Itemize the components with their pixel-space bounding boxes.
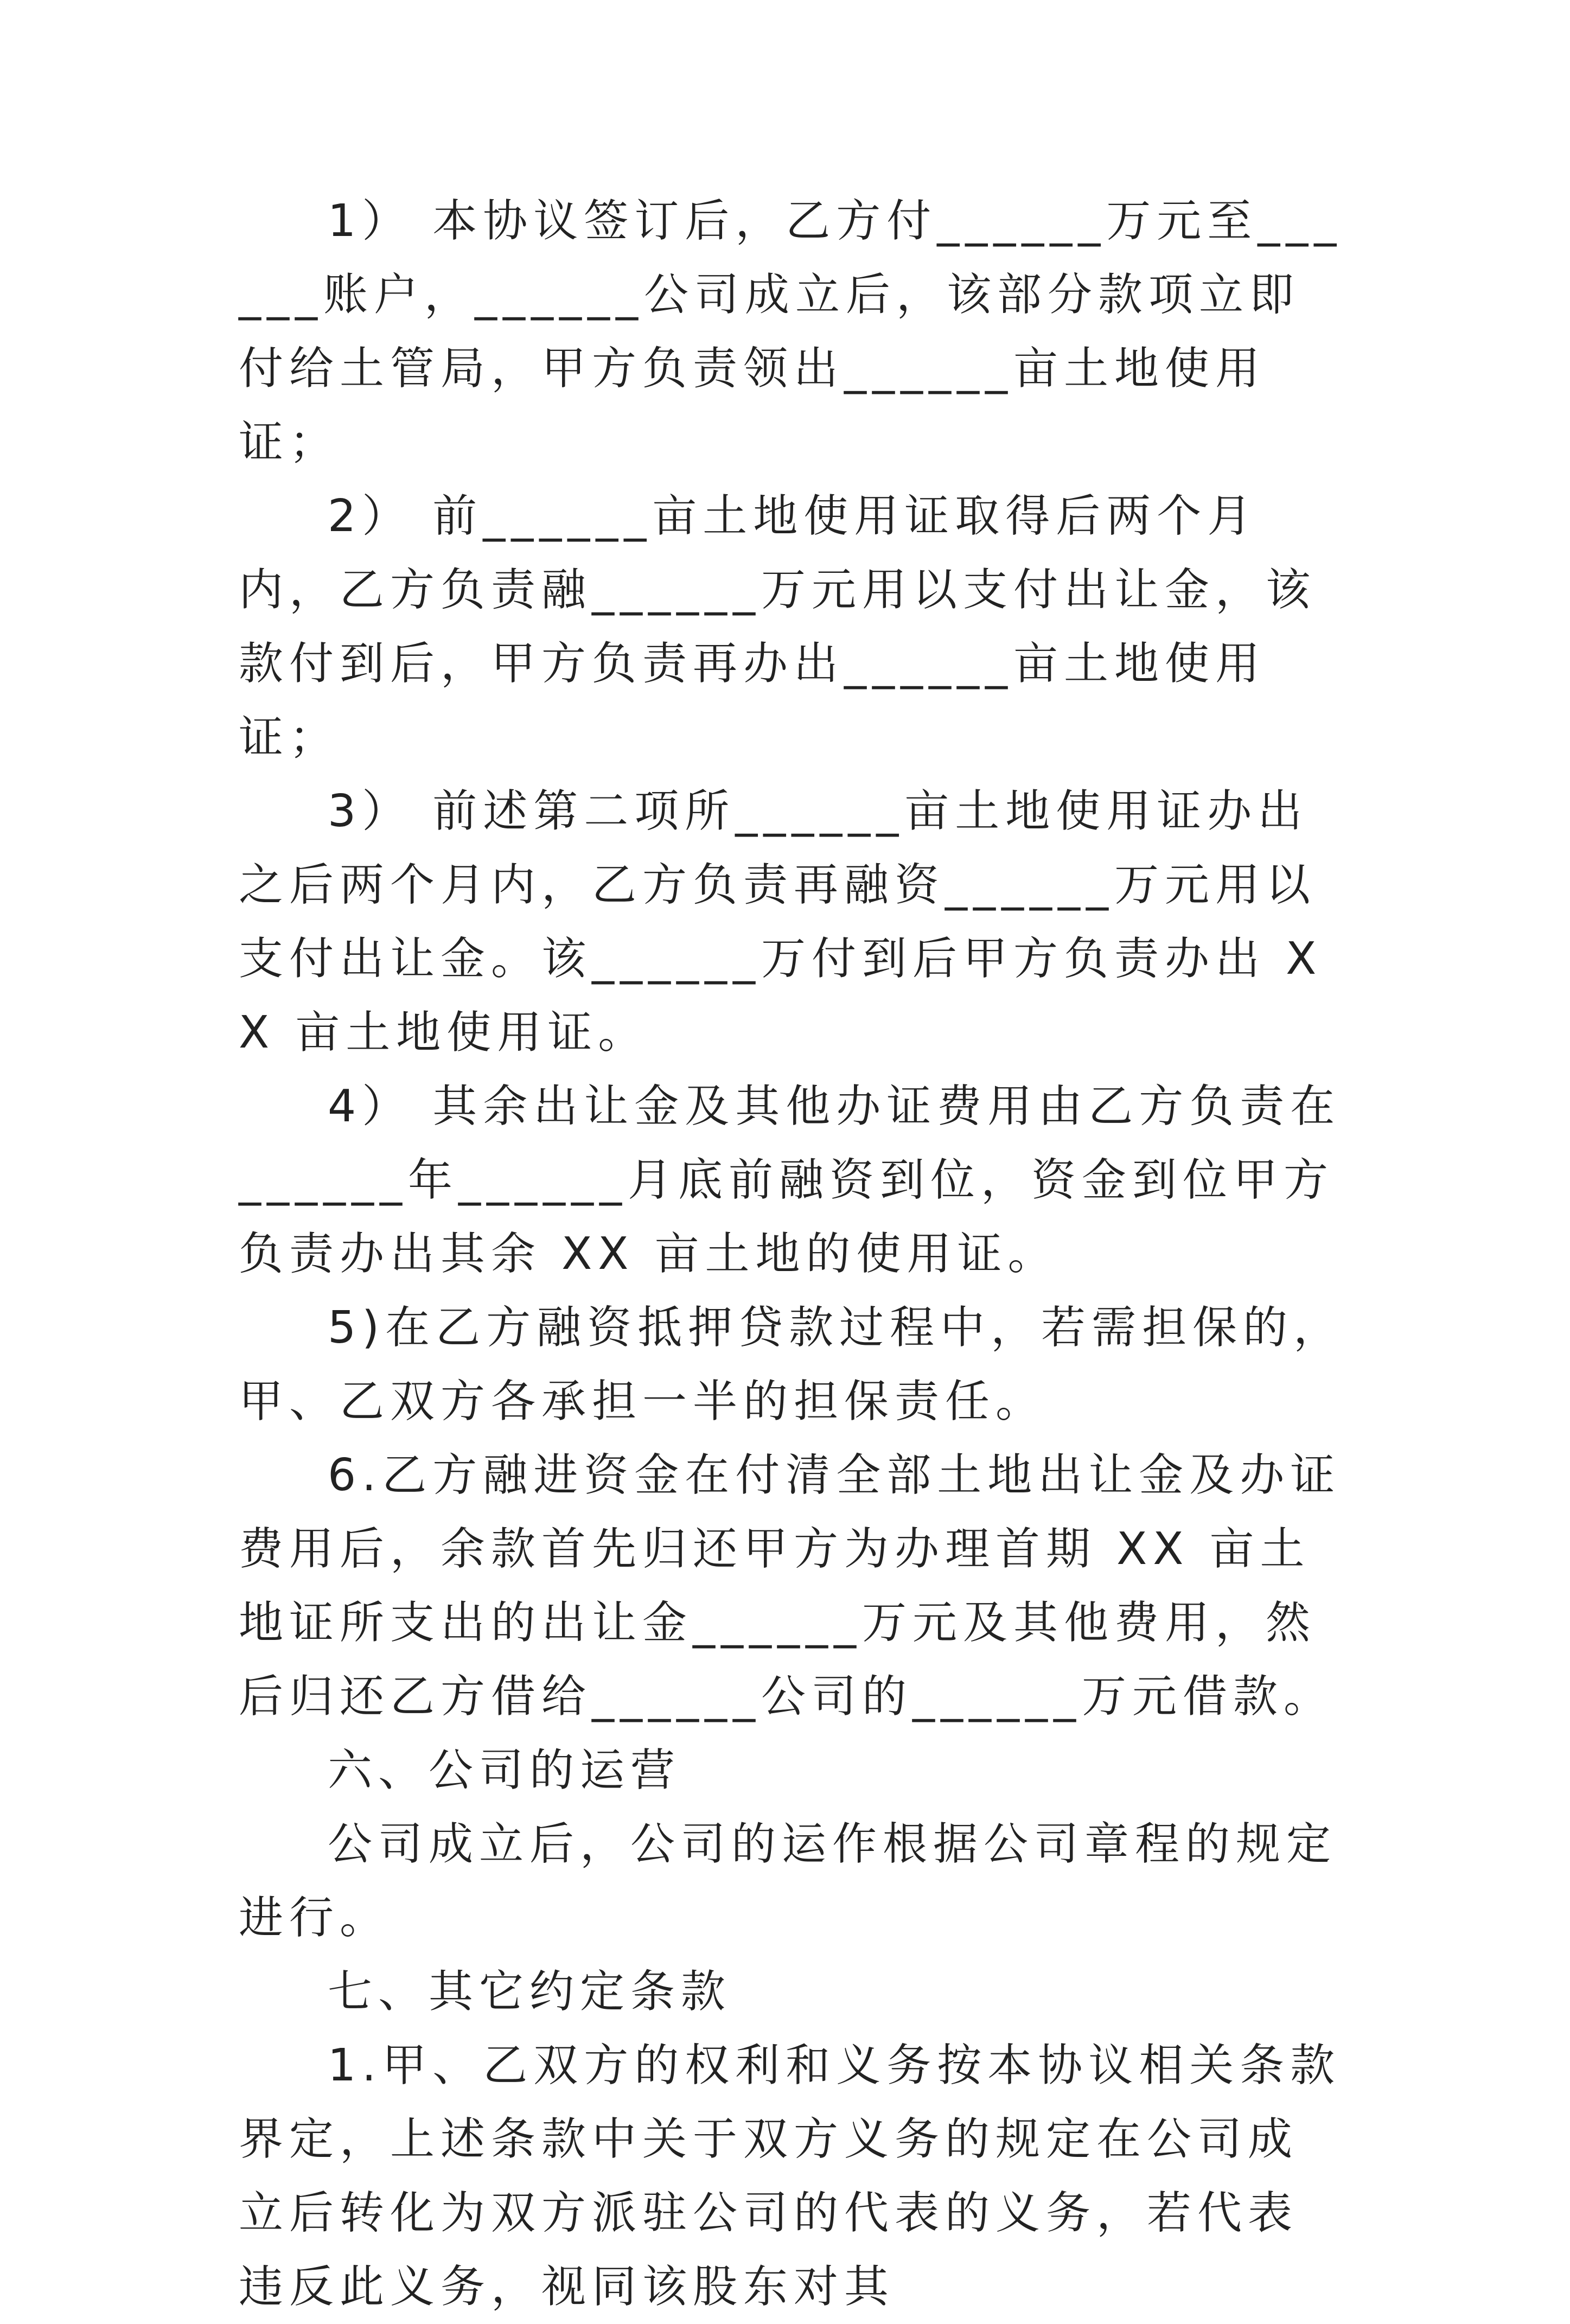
clause-2-financing: 2） 前______亩土地使用证取得后两个月内，乙方负责融______万元用以支付出让金，该款付到后，甲方负责再办出______亩土地使用证； — [239, 490, 1317, 763]
document-body — [239, 184, 1345, 2324]
clause-3-refinancing: 3） 前述第二项所______亩土地使用证办出之后两个月内，乙方负责再融资______万元用以支付出让金。该______万付到后甲方负责办出 XX 亩土地使用证。 — [239, 786, 1323, 1058]
other-terms-clause-1: 1.甲、乙双方的权利和义务按本协议相关条款界定，上述条款中关于双方义务的规定在公司成立后转化为双方派驻公司的代表的义务，若代表违反此义务，视同该股东对其 — [239, 2040, 1341, 2313]
clause-4-remaining-fees: 4） 其余出让金及其他办证费用由乙方负责在______年______月底前融资到位，资金到位甲方负责办出其余 XX 亩土地的使用证。 — [239, 1081, 1341, 1280]
clause-5-guarantee: 5)在乙方融资抵押贷款过程中，若需担保的，甲、乙双方各承担一半的担保责任。 — [239, 1302, 1344, 1427]
section-heading-other-terms: 七、其它约定条款 — [328, 1966, 732, 2017]
section-heading-operation: 六、公司的运营 — [328, 1745, 681, 1796]
operation-text: 公司成立后，公司的运作根据公司章程的规定进行。 — [239, 1818, 1337, 1944]
clause-6-repayment: 6.乙方融进资金在付清全部土地出让金及办证费用后，余款首先归还甲方为办理首期 XX 亩土地证所支出的出让金______万元及其他费用，然后归还乙方借给______公司的______万元借款。 — [239, 1450, 1341, 1722]
clause-1-payment: 1） 本协议签订后，乙方付______万元至______账户，______公司成立后，该部分款项立即付给土管局，甲方负责领出______亩土地使用证； — [239, 195, 1343, 468]
